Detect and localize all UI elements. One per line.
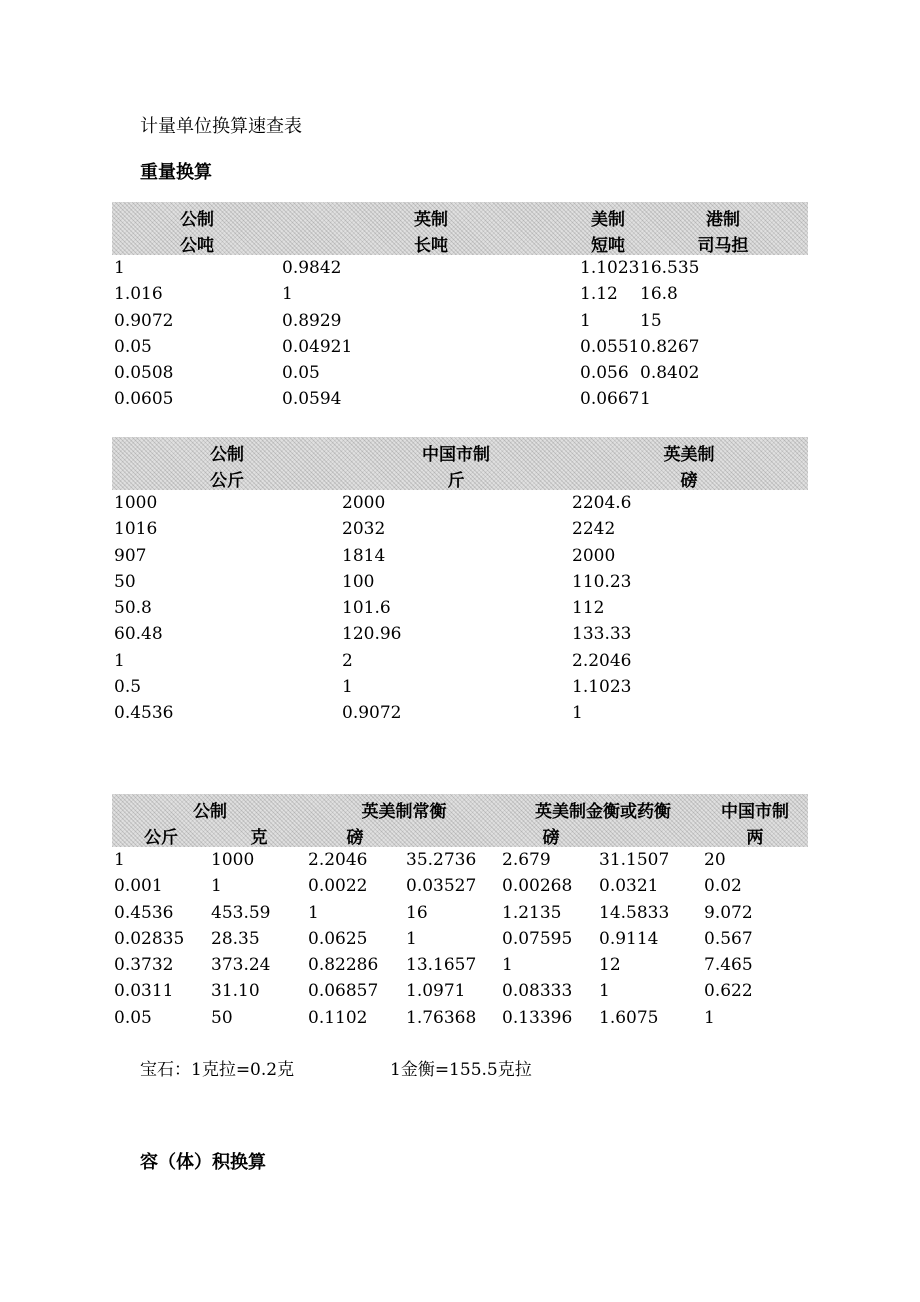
table-cell: 112: [572, 598, 605, 619]
table-cell: 1.76368: [406, 1007, 477, 1028]
table-cell: 1: [114, 850, 125, 870]
table-cell: 0.08333: [502, 981, 573, 1002]
header-anglo: 英美制: [663, 445, 715, 465]
table-row: [112, 648, 808, 674]
table-cell: 1: [114, 258, 125, 278]
table-cell: 0.9072: [114, 310, 174, 331]
table-header: [112, 202, 808, 255]
table-cell: 0.1102: [308, 1007, 368, 1028]
table-kg-jin-lb: [112, 437, 808, 727]
table-cell: 0.8267: [640, 336, 700, 357]
table-cell: 7.465: [704, 955, 753, 976]
table-cell: 1: [640, 389, 651, 410]
table-cell: 1: [282, 284, 293, 305]
header-us: 美制: [591, 210, 625, 230]
table-cell: 31.10: [211, 981, 260, 1002]
table-cell: 2000: [572, 545, 616, 566]
header-cn: 中国市制: [422, 445, 490, 465]
table-cell: 453.59: [211, 902, 271, 923]
header-metric-unit: 公斤: [210, 471, 244, 491]
table-cell: 31.1507: [599, 850, 670, 870]
table-cell: 1.1023: [580, 258, 640, 278]
table-row: [112, 255, 808, 281]
header-cn-unit: 两: [746, 828, 764, 848]
troy-ounce-note: 1金衡=155.5克拉: [390, 1060, 532, 1080]
document-title: 计量单位换算速查表: [140, 116, 302, 137]
header-us-unit: 短吨: [591, 236, 625, 256]
table-cell: 2242: [572, 519, 616, 540]
table-cell: 1: [572, 703, 583, 724]
table-kg-g-lb-liang: [112, 794, 808, 1031]
table-cell: 1: [704, 1007, 715, 1028]
table-cell: 0.00268: [502, 876, 573, 897]
table-cell: 0.4536: [114, 703, 174, 724]
table-cell: 16.535: [640, 258, 700, 278]
header-kg: 公斤: [144, 828, 178, 848]
table-cell: 0.02: [704, 876, 742, 897]
table-cell: 0.9842: [282, 258, 342, 278]
table-row: [112, 700, 808, 726]
table-cell: 28.35: [211, 928, 260, 949]
table-cell: 15: [640, 310, 662, 331]
header-british-unit: 长吨: [414, 236, 448, 256]
table-header: [112, 794, 808, 847]
table-row: [112, 516, 808, 542]
weight-section-title: 重量换算: [140, 162, 212, 183]
table-row: [112, 386, 808, 412]
table-cell: 1: [599, 981, 610, 1002]
table-tonnage: [112, 202, 808, 413]
table-cell: 0.07595: [502, 928, 573, 949]
table-row: [112, 1005, 808, 1031]
table-cell: 2204.6: [572, 493, 632, 513]
table-row: [112, 543, 808, 569]
table-cell: 373.24: [211, 955, 271, 976]
table-cell: 0.06857: [308, 981, 379, 1002]
table-cell: 14.5833: [599, 902, 670, 923]
table-cell: 1.12: [580, 284, 618, 305]
table-cell: 0.0594: [282, 389, 342, 410]
table-cell: 0.82286: [308, 955, 379, 976]
table-cell: 120.96: [342, 624, 402, 645]
table-body: [112, 847, 808, 1031]
table-cell: 100: [342, 571, 375, 592]
table-row: [112, 281, 808, 307]
table-cell: 2000: [342, 493, 386, 513]
table-cell: 0.0667: [580, 389, 640, 410]
table-cell: 133.33: [572, 624, 632, 645]
table-row: [112, 360, 808, 386]
table-cell: 1: [342, 677, 353, 698]
table-cell: 0.0551: [580, 336, 640, 357]
header-metric: 公制: [193, 802, 227, 822]
table-cell: 0.622: [704, 981, 753, 1002]
table-cell: 1.016: [114, 284, 163, 305]
table-cell: 0.05: [114, 336, 152, 357]
table-cell: 0.0508: [114, 363, 174, 384]
table-row: [112, 308, 808, 334]
header-cn: 中国市制: [721, 802, 789, 822]
table-row: [112, 490, 808, 516]
table-cell: 0.0321: [599, 876, 659, 897]
table-row: [112, 595, 808, 621]
header-troy: 英美制金衡或药衡: [535, 802, 671, 822]
table-row: [112, 873, 808, 899]
table-cell: 50.8: [114, 598, 152, 619]
table-cell: 35.2736: [406, 850, 477, 870]
table-cell: 0.05: [114, 1007, 152, 1028]
header-metric: 公制: [180, 210, 214, 230]
table-cell: 0.0022: [308, 876, 368, 897]
table-cell: 0.5: [114, 677, 142, 698]
header-cn-unit: 斤: [447, 471, 465, 491]
table-cell: 0.3732: [114, 955, 174, 976]
gem-note: 宝石：1克拉=0.2克: [140, 1060, 295, 1080]
table-cell: 1: [406, 928, 417, 949]
table-cell: 13.1657: [406, 955, 477, 976]
header-hk: 港制: [706, 210, 740, 230]
table-cell: 1: [211, 876, 222, 897]
header-hk-unit: 司马担: [697, 236, 749, 256]
header-avoirdupois-unit: 磅: [346, 828, 364, 848]
header-anglo-unit: 磅: [680, 471, 698, 491]
table-cell: 1016: [114, 519, 158, 540]
table-cell: 1814: [342, 545, 386, 566]
table-cell: 0.567: [704, 928, 753, 949]
table-cell: 0.04921: [282, 336, 353, 357]
table-cell: 0.0311: [114, 981, 174, 1002]
table-cell: 0.0625: [308, 928, 368, 949]
table-row: [112, 978, 808, 1004]
table-cell: 0.13396: [502, 1007, 573, 1028]
table-cell: 0.0605: [114, 389, 174, 410]
table-cell: 1.6075: [599, 1007, 659, 1028]
table-row: [112, 674, 808, 700]
table-cell: 0.8929: [282, 310, 342, 331]
table-cell: 12: [599, 955, 621, 976]
volume-section-title: 容（体）积换算: [140, 1152, 266, 1173]
table-cell: 0.001: [114, 876, 163, 897]
table-row: [112, 569, 808, 595]
table-cell: 1.2135: [502, 902, 562, 923]
table-cell: 1: [580, 310, 591, 331]
table-cell: 16.8: [640, 284, 678, 305]
table-cell: 1: [502, 955, 513, 976]
table-cell: 60.48: [114, 624, 163, 645]
table-row: [112, 847, 808, 873]
table-cell: 1000: [211, 850, 255, 870]
table-cell: 110.23: [572, 571, 632, 592]
table-cell: 1.0971: [406, 981, 466, 1002]
table-cell: 0.9072: [342, 703, 402, 724]
table-cell: 20: [704, 850, 726, 870]
table-cell: 0.8402: [640, 363, 700, 384]
table-cell: 1: [114, 650, 125, 671]
table-cell: 0.03527: [406, 876, 477, 897]
header-troy-unit: 磅: [542, 828, 560, 848]
table-header: [112, 437, 808, 490]
table-cell: 0.02835: [114, 928, 185, 949]
table-cell: 1: [308, 902, 319, 923]
table-cell: 16: [406, 902, 428, 923]
table-cell: 2.679: [502, 850, 551, 870]
table-cell: 2.2046: [308, 850, 368, 870]
table-cell: 1.1023: [572, 677, 632, 698]
table-row: [112, 621, 808, 647]
header-british: 英制: [414, 210, 448, 230]
table-cell: 0.4536: [114, 902, 174, 923]
table-cell: 50: [114, 571, 136, 592]
table-cell: 1000: [114, 493, 158, 513]
table-cell: 2: [342, 650, 353, 671]
table-cell: 2.2046: [572, 650, 632, 671]
table-cell: 0.05: [282, 363, 320, 384]
table-cell: 907: [114, 545, 147, 566]
table-row: [112, 952, 808, 978]
table-cell: 0.056: [580, 363, 629, 384]
table-row: [112, 900, 808, 926]
table-cell: 101.6: [342, 598, 391, 619]
header-metric: 公制: [210, 445, 244, 465]
header-g: 克: [250, 828, 268, 848]
table-cell: 0.9114: [599, 928, 659, 949]
table-body: [112, 490, 808, 727]
table-row: [112, 334, 808, 360]
table-cell: 2032: [342, 519, 386, 540]
header-avoirdupois: 英美制常衡: [361, 802, 447, 822]
table-row: [112, 926, 808, 952]
table-cell: 50: [211, 1007, 233, 1028]
header-metric-unit: 公吨: [180, 236, 214, 256]
table-body: [112, 255, 808, 413]
table-cell: 9.072: [704, 902, 753, 923]
